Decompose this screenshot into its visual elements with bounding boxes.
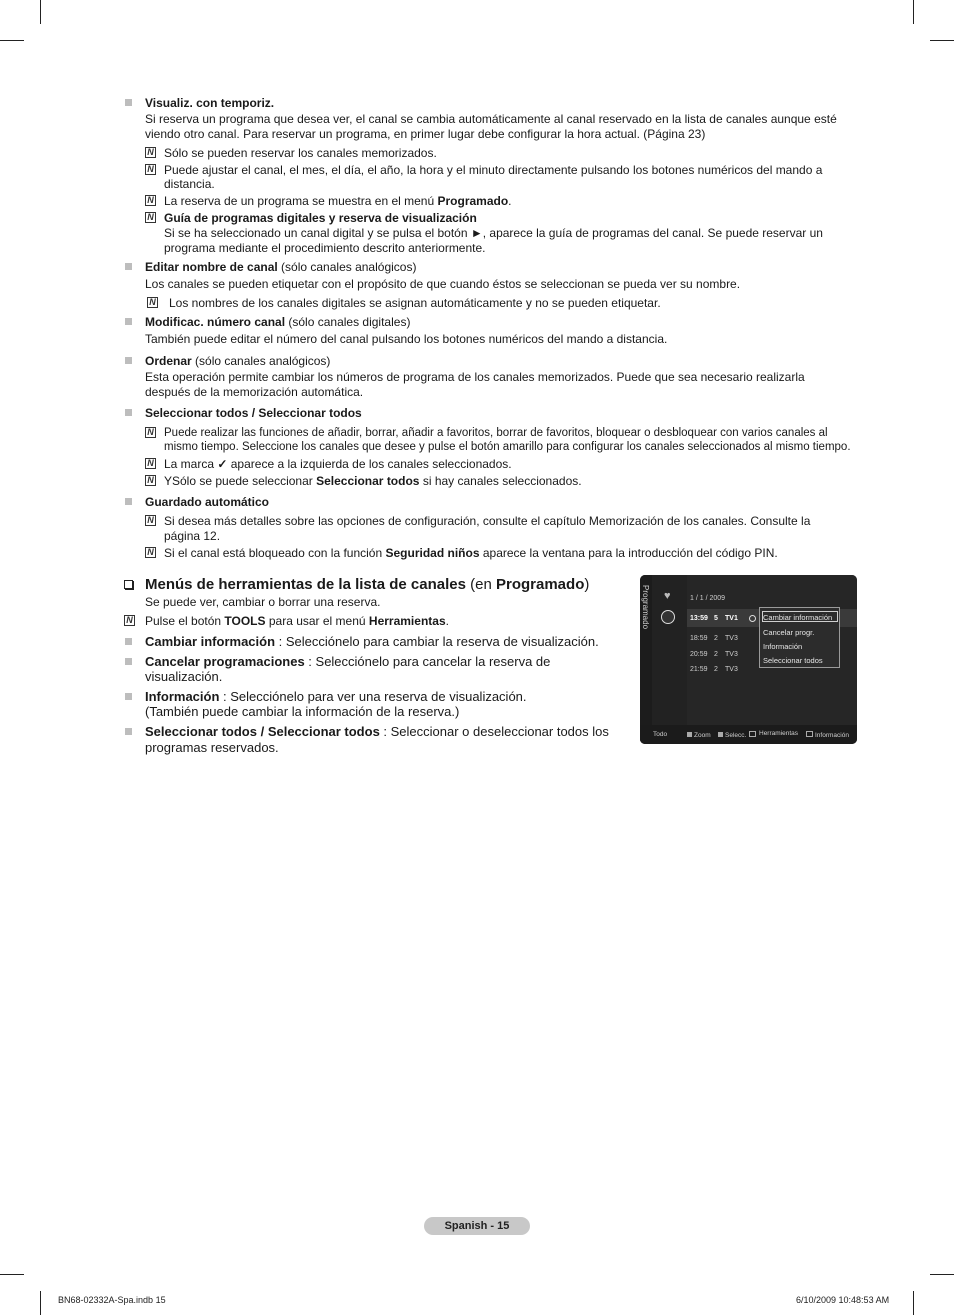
- tv-bar-todo: Todo: [653, 731, 668, 738]
- note-title: Guía de programas digitales y reserva de visualización: [164, 211, 477, 225]
- tv-bar-zoom: Zoom: [694, 732, 711, 739]
- tools-key-icon: [749, 731, 756, 737]
- bullet-icon: [125, 693, 132, 700]
- tool-item-cont: programas reservados.: [145, 740, 279, 755]
- note-icon: N: [145, 458, 156, 469]
- tv-row-ch: 2: [714, 635, 718, 642]
- note-icon: N: [147, 297, 158, 308]
- clock-icon: [661, 610, 675, 624]
- tv-row-ch: 2: [714, 666, 718, 673]
- bullet-icon: [125, 638, 132, 645]
- tv-row-name: TV3: [725, 651, 738, 658]
- bullet-icon: [125, 263, 132, 270]
- modif-text: También puede editar el número del canal pulsando los botones numéricos del mando a distancia.: [145, 332, 668, 346]
- ordenar-title: Ordenar (sólo canales analógicos): [145, 354, 331, 368]
- info-key-icon: [806, 731, 813, 737]
- tool-item: Seleccionar todos / Seleccionar todos : Seleccionar o deseleccionar todos los: [145, 724, 609, 739]
- menu-item-cambiar[interactable]: Cambiar información: [763, 613, 833, 622]
- section-heading: Menús de herramientas de la lista de canales (en Programado): [145, 576, 590, 593]
- tv-row-name: TV3: [725, 635, 738, 642]
- note-text: mismo tiempo. Seleccione los canales que desee y pulse el botón amarillo para configurar los canales seleccionados al mismo tiempo.: [164, 441, 851, 453]
- bullet-icon: [125, 728, 132, 735]
- note-icon: N: [145, 427, 156, 438]
- tv-row-ch: 2: [714, 651, 718, 658]
- crop-mark: [913, 0, 914, 24]
- tv-row-ch: 5: [714, 615, 718, 622]
- heading-checkbox-icon: [124, 580, 133, 589]
- tv-bar-info: Información: [815, 732, 849, 739]
- note-text: Si desea más detalles sobre las opciones de configuración, consulte el capítulo Memorización de los canales. Consulte la: [164, 514, 811, 528]
- note-text: Si el canal está bloqueado con la función Seguridad niños aparece la ventana para la introducción del código PIN.: [164, 546, 778, 560]
- note-icon: N: [145, 164, 156, 175]
- tool-item: Información : Selecciónelo para ver una reserva de visualización.: [145, 689, 527, 704]
- tv-row-time: 21:59: [690, 666, 708, 673]
- menu-item-informacion[interactable]: Información: [763, 642, 803, 651]
- tv-row-name: TV3: [725, 666, 738, 673]
- editar-title: Editar nombre de canal (sólo canales analógicos): [145, 260, 417, 274]
- note-text: programa mediante el procedimiento descrito anteriormente.: [164, 241, 486, 255]
- note-text: Sólo se pueden reservar los canales memorizados.: [164, 146, 437, 160]
- bullet-icon: [125, 357, 132, 364]
- note-icon: N: [145, 147, 156, 158]
- tools-note: Pulse el botón TOOLS para usar el menú Herramientas.: [145, 614, 449, 628]
- tool-item: Cambiar información : Selecciónelo para cambiar la reserva de visualización.: [145, 634, 599, 649]
- zoom-key-icon: [687, 732, 692, 737]
- note-icon: N: [145, 475, 156, 486]
- footer-file: BN68-02332A-Spa.indb 15: [58, 1295, 166, 1305]
- tool-item-cont: visualización.: [145, 669, 223, 684]
- note-text: distancia.: [164, 177, 215, 191]
- tv-side-label: Programado: [641, 585, 650, 630]
- check-icon: ✓: [217, 457, 228, 471]
- tv-bar-herr: Herramientas: [759, 730, 799, 737]
- section-subtext: Se puede ver, cambiar o borrar una reserva.: [145, 595, 381, 609]
- note-text: página 12.: [164, 529, 221, 543]
- note-text: Puede realizar las funciones de añadir, borrar, añadir a favoritos, borrar de favoritos, bloquear o desbloquear con varios canales al: [164, 427, 828, 439]
- crop-mark: [40, 1291, 41, 1315]
- note-icon: N: [124, 615, 135, 626]
- tool-item: Cancelar programaciones : Selecciónelo para cancelar la reserva de: [145, 654, 551, 669]
- clock-small-icon: [749, 615, 756, 622]
- heart-icon: ♥: [664, 590, 671, 602]
- visualiz-title: Visualiz. con temporiz.: [145, 96, 275, 110]
- tv-row-time: 18:59: [690, 635, 708, 642]
- visualiz-text: viendo otro canal. Para reservar un programa, en primer lugar debe configurar la hora actual. (Página 23): [145, 127, 706, 141]
- menu-item-seleccionar[interactable]: Seleccionar todos: [763, 656, 823, 665]
- tv-screen: [640, 575, 857, 744]
- note-text: La reserva de un programa se muestra en el menú Programado.: [164, 194, 512, 208]
- bullet-icon: [125, 409, 132, 416]
- bullet-icon: [125, 658, 132, 665]
- tv-bar-selecc: Selecc.: [725, 732, 747, 739]
- note-icon: N: [145, 547, 156, 558]
- tv-date: 1 / 1 / 2009: [690, 595, 726, 602]
- selec-title: Seleccionar todos / Seleccionar todos: [145, 406, 362, 420]
- crop-mark: [913, 1291, 914, 1315]
- note-text: Si se ha seleccionado un canal digital y se pulsa el botón ►, aparece la guía de programas del canal. Se puede reservar un: [164, 226, 823, 240]
- tv-row-name: TV1: [725, 615, 738, 622]
- page-number-badge: Spanish - 15: [424, 1217, 530, 1235]
- crop-mark: [40, 0, 41, 24]
- bullet-icon: [125, 99, 132, 106]
- tools-menu: [759, 607, 840, 668]
- note-text: Puede ajustar el canal, el mes, el día, el año, la hora y el minuto directamente pulsando los botones numéricos del mando a: [164, 163, 823, 177]
- crop-mark: [0, 40, 24, 41]
- ordenar-text: después de la memorización automática.: [145, 385, 364, 399]
- tv-row-time: 20:59: [690, 651, 708, 658]
- crop-mark: [0, 1274, 24, 1275]
- modif-title: Modificac. número canal (sólo canales digitales): [145, 315, 411, 329]
- crop-mark: [930, 40, 954, 41]
- ordenar-text: Esta operación permite cambiar los números de programa de los canales memorizados. Puede que sea necesario realizarla: [145, 370, 805, 384]
- tv-row-time: 13:59: [690, 615, 708, 622]
- note-icon: N: [145, 212, 156, 223]
- footer-date: 6/10/2009 10:48:53 AM: [796, 1295, 890, 1305]
- guardado-title: Guardado automático: [145, 495, 270, 509]
- menu-item-cancelar[interactable]: Cancelar progr.: [763, 628, 815, 637]
- note-icon: N: [145, 195, 156, 206]
- tool-item-cont: (También puede cambiar la información de la reserva.): [145, 704, 460, 719]
- editar-text: Los canales se pueden etiquetar con el propósito de que cuando éstos se seleccionan se pueda ver su nombre.: [145, 277, 741, 291]
- note-text: La marca ✓ aparece a la izquierda de los canales seleccionados.: [164, 457, 512, 471]
- note-text: YSólo se puede seleccionar Seleccionar todos si hay canales seleccionados.: [164, 474, 582, 488]
- visualiz-text: Si reserva un programa que desea ver, el canal se cambia automáticamente al canal reservado en la lista de canales aunque esté: [145, 112, 837, 126]
- note-text: Los nombres de los canales digitales se asignan automáticamente y no se pueden etiquetar.: [169, 296, 661, 310]
- bullet-icon: [125, 318, 132, 325]
- select-key-icon: [718, 732, 723, 737]
- crop-mark: [930, 1274, 954, 1275]
- note-icon: N: [145, 515, 156, 526]
- bullet-icon: [125, 498, 132, 505]
